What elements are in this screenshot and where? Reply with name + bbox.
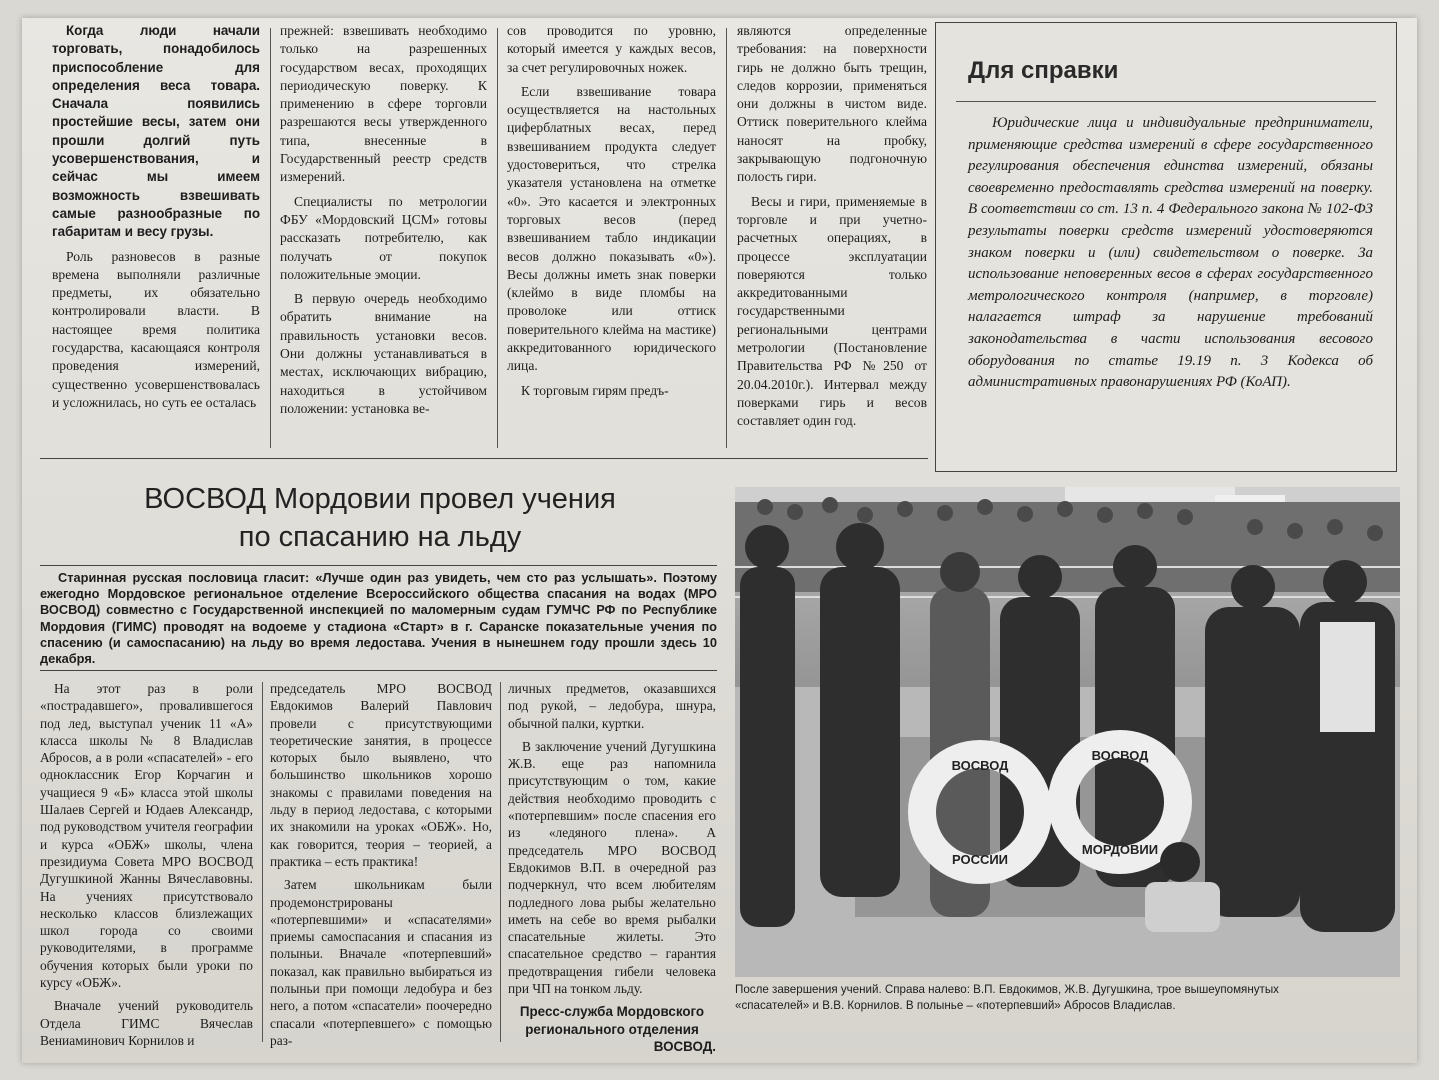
intro-rule bbox=[40, 670, 717, 671]
top-col2-paragraph-2: Специалисты по метрологии ФБУ «Мордовский ЦСМ» готовы рассказать потребителю, как получать от покупок положительные эмоции. bbox=[280, 193, 487, 282]
ring-left-upper-text: ВОСВОД bbox=[951, 758, 1009, 773]
column-divider bbox=[726, 28, 727, 448]
article-column-1 bbox=[40, 680, 253, 1055]
top-column-2 bbox=[280, 22, 487, 424]
ring-right-lower-text: МОРДОВИИ bbox=[1081, 842, 1159, 857]
photo-vest bbox=[1320, 622, 1375, 732]
photo-illustration bbox=[735, 487, 1400, 977]
article-column-3 bbox=[508, 680, 716, 1055]
article-col1-paragraph-1: На этот раз в роли «пострадавшего», провалившегося под лед, выступал ученик 11 «А» класса школы № 8 Владислав Абросов, а в роли «спасателей» - его одноклассник Егор Корчагин и учащиеся 9 «Б» класса этой школы Шалаев Сергей и Юдаев Александр, под руководством учителя географии и курса «ОБЖ» школы, члена президиума Совета МРО ВОСВОД Дугушкиной Жанны Вячеславовны. На учениях присутствовало несколько классов близлежащих школ города со своими руководителями, в программе обучения которых были уроки по курсу «ОБЖ». bbox=[40, 681, 253, 991]
photo-caption bbox=[735, 982, 1400, 1014]
top-col4-paragraph-1: являются определенные требования: на поверхности гирь не должно быть трещин, следов коррозии, применяться они должны в чистом виде. Оттиск поверительного клейма наносят на пробку, закрывающую подгоночную полость гири. bbox=[737, 23, 927, 185]
reference-box-rule bbox=[956, 101, 1376, 102]
top-column-1 bbox=[52, 22, 260, 418]
article-col1-paragraph-2: Вначале учений руководитель Отдела ГИМС Вячеслав Вениаминович Корнилов и bbox=[40, 998, 253, 1048]
column-divider bbox=[497, 28, 498, 448]
top-col3-paragraph-1: сов проводится по уровню, который имеется у каждых весов, за счет регулировочных ножек. bbox=[507, 23, 716, 75]
reference-box bbox=[935, 22, 1397, 472]
headline-rule bbox=[40, 565, 717, 566]
article-signature-line-1: Пресс-служба Мордовского bbox=[519, 1004, 705, 1020]
article-photo bbox=[735, 487, 1400, 977]
ring-left-lower-text: РОССИИ bbox=[951, 852, 1009, 867]
top-col1-paragraph-2: Роль разновесов в разные времена выполняли различные предметы, их обязательно контролировали власти. В настоящее время политика государства, касающаяся контроля проведения измерений, существенно усовершенствовалась и усложнилась, но суть ее осталась bbox=[52, 248, 260, 410]
headline-line-1: ВОСВОД Мордовии провел учения bbox=[144, 483, 616, 515]
top-col2-paragraph-1: прежней: взвешивать необходимо только на разрешенных государством весах, проходящих периодическую поверку. К применению в сфере торговли разрешаются весы утвержденного типа, внесенные в Государственный реестр средств измерений. bbox=[280, 23, 487, 185]
ring-right-upper-text: ВОСВОД bbox=[1091, 748, 1149, 763]
article-col2-paragraph-1: председатель МРО ВОСВОД Евдокимов Валерий Павлович провели с присутствующими теоретические занятия, в процессе которых было выявлено, что большинство школьников хорошо знакомы с правилами поведения на льду в период ледостава, с которыми их знакомили на уроках «ОБЖ». Но, как говорится, теория – теорией, а практика – есть практика! bbox=[270, 681, 492, 869]
headline-line-2: по спасанию на льду bbox=[238, 521, 522, 553]
reference-box-title: Для справки bbox=[968, 57, 1119, 84]
article-col3-paragraph-1: личных предметов, оказавшихся под рукой, – ледобура, шнура, обычной палки, куртки. bbox=[508, 681, 716, 731]
article-col3-paragraph-2: В заключение учений Дугушкина Ж.В. еще раз напомнила присутствующим о том, какие действия необходимо проводить с «потерпевшим» после спасения его из «ледяного плена». А председатель МРО ВОСВОД Евдокимов В.П. в очередной раз подчеркнул, что всем любителям подледного лова рыбы желательно иметь на себе во время рыбалки спасательные жилеты. Это спасательное средство – гарантия предотвращения гибели человека при ЧП на тонком льду. bbox=[508, 738, 716, 997]
photo-person-head bbox=[940, 552, 980, 592]
top-col4-paragraph-2: Весы и гири, применяемые в торговле и при учетно-расчетных операциях, в процессе эксплуатации поверяются только аккредитованными государственными региональными центрами метрологии (Постановление Правительства РФ №250 от 20.04.2010г.). Интервал между поверками гирь и весов составляет один год. bbox=[737, 193, 927, 429]
article-headline bbox=[40, 480, 720, 556]
article-signature-line-3: ВОСВОД. bbox=[653, 1038, 716, 1054]
caption-line-2: «спасателей» и В.В. Корнилов. В полынье – «потерпевший» Абросов Владислав. bbox=[735, 999, 1176, 1012]
top-col1-paragraph-1: Когда люди начали торговать, понадобилось приспособление для определения веса товара. Сначала появились простейшие весы, затем они прошли долгий путь усовершенствования, и сейчас мы имеем возможность взвешивать самые разнообразные по габаритам и весу грузы. bbox=[52, 23, 260, 240]
article-column-2 bbox=[270, 680, 492, 1055]
section-divider bbox=[40, 458, 928, 459]
top-column-4 bbox=[737, 22, 927, 437]
top-col3-paragraph-3: К торговым гирям предъ- bbox=[521, 382, 669, 398]
top-col2-paragraph-3: В первую очередь необходимо обратить внимание на правильность установки весов. Они должны устанавливаться в местах, исключающих вибрацию, находиться в устойчивом положении: установка ве- bbox=[280, 291, 487, 416]
column-divider bbox=[262, 682, 263, 1042]
reference-box-text: Юридические лица и индивидуальные предприниматели, применяющие средства измерений в сфере государственного регулирования обеспечения единства измерений, обязаны своевременно предоставлять средства измерений на поверку. В соответствии со ст. 13 п. 4 Федерального закона № 102-ФЗ результаты поверки средств измерений удостоверяются знаком поверки и (или) свидетельством о поверке. За использование неповеренных весов в сферах государственного метрологического контроля (например, в торговле) налагается штраф за нарушение требований законодательства в части использования весового оборудования по статье 19.19 п. 3 Кодекса об административных правонарушениях РФ (КоАП). bbox=[968, 115, 1373, 391]
caption-line-1: После завершения учений. Справа налево: В.П. Евдокимов, Ж.В. Дугушкина, трое вышеупомянутых bbox=[735, 983, 1279, 996]
article-signature-line-2: регионального отделения bbox=[525, 1021, 699, 1037]
top-col3-paragraph-2: Если взвешивание товара осуществляется на настольных циферблатных весах, перед взвешиванием продукта следует удостовериться, что стрелка указателя установлена на отметке «0». Это касается и электронных торговых весов (перед взвешиванием табло индикации весов должно показывать «0»). Весы должны иметь знак поверки (клеймо в виде пломбы на проволоке или оттиск поверительного клейма на мастике) аккредитованного юридического лица. bbox=[507, 83, 716, 374]
article-intro: Старинная русская пословица гласит: «Лучше один раз увидеть, чем сто раз услышать». Поэтому ежегодно Мордовское региональное отделение Всероссийского общества спасания на водах (МРО ВОСВОД) совместно с Государственной инспекцией по маломерным судам ГУМЧС РФ по Республике Мордовия (ГИМС) проводят на водоеме у стадиона «Старт» в г. Саранске показательные учения по спасению (и самоспасанию) на льду во время ледостава. Учения в нынешнем году прошли здесь 10 декабря. bbox=[40, 570, 717, 667]
article-col2-paragraph-2: Затем школьникам были продемонстрированы «потерпевшими» и «спасателями» приемы самоспасания и спасания из полыньи. Вначале «потерпевший» показал, как правильно выбираться из полыньи при помощи ледобура и без него, а потом «спасатели» поочередно спасали «потерпевшего» с помощью раз- bbox=[270, 877, 492, 1048]
column-divider bbox=[500, 682, 501, 1042]
top-column-3 bbox=[507, 22, 716, 406]
column-divider bbox=[270, 28, 271, 448]
